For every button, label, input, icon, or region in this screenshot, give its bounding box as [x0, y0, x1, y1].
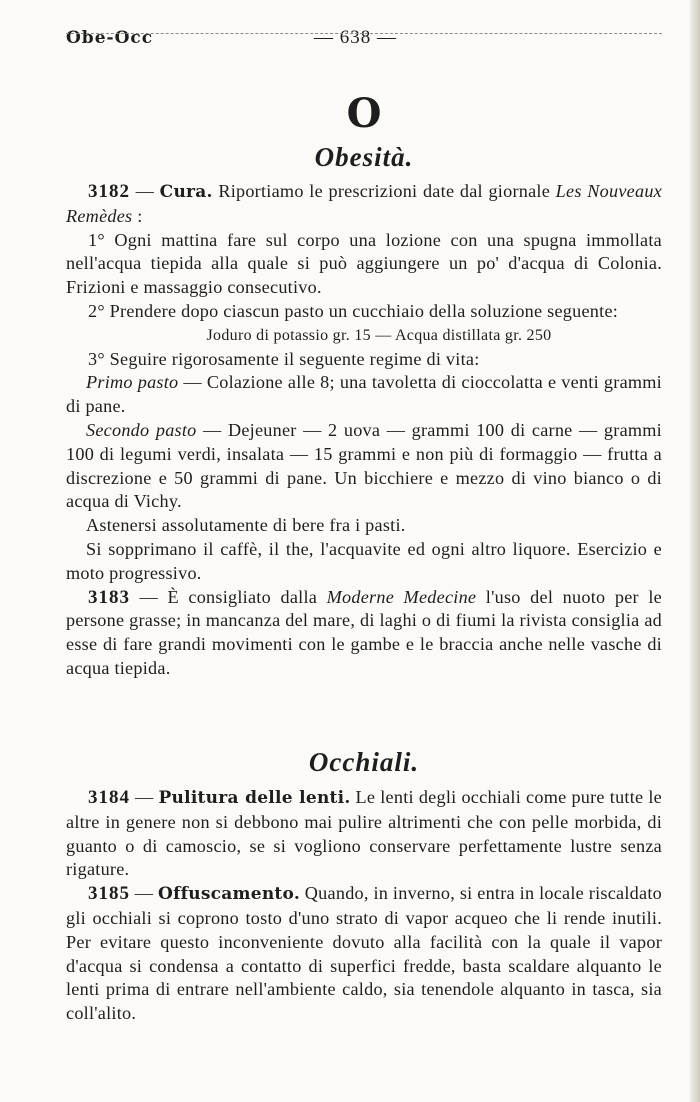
entry-intro: Riportiamo le prescrizioni date dal giornale — [212, 181, 556, 201]
entry-3184-3185 — [66, 786, 662, 1026]
entry-3185-text: Quando, in inverno, si entra in locale riscaldato gli occhiali si coprono tosto d'uno strato di vapor acqueo che li rende inutili. Per evitare questo inconveniente dovuto alla facilità con la quale il vapor d'acqua si condensa a contatto di superfici fredde, basta scaldare alquanto le lenti prima di entrare nell'ambiente caldo, sia tenendole alquanto in tasca, sia coll'alito. — [66, 883, 662, 1024]
entry-number: 3183 — [88, 586, 130, 608]
entry-subtitle: Pulitura delle lenti. — [158, 788, 351, 808]
entry-subtitle: Cura. — [159, 182, 213, 202]
entry-intro-end: : — [132, 205, 143, 226]
section-title-obesita: Obesità. — [314, 142, 414, 172]
secondo-pasto-label: Secondo pasto — [86, 419, 197, 440]
entry-number: 3185 — [88, 883, 130, 905]
prescription-item-1: 1° Ogni mattina fare sul corpo una lozione con una spugna immollata nell'acqua tiepida alla quale si può aggiungere un po' d'acqua di Colonia. Frizioni e massaggio consecutivo. — [66, 229, 662, 298]
astenersi-line: Astenersi assolutamente di bere fra i pasti. — [86, 515, 406, 536]
journal-title: Moderne Medecine — [326, 586, 477, 607]
entry-dash: — — [130, 883, 159, 904]
entry-3183-text-a: — È consigliato dalla — [130, 586, 327, 607]
primo-pasto-text: — Colazione alle 8; una tavoletta di cioccolatta e venti grammi di pane. — [66, 372, 662, 417]
entry-dash: — — [130, 181, 160, 201]
entry-subtitle: Offuscamento. — [158, 884, 300, 905]
journal-title: Les Nouveaux Remèdes — [66, 181, 663, 226]
header-range: Obe-Occ — [66, 28, 154, 48]
running-header — [66, 24, 662, 52]
prescription-item-2: 2° Prendere dopo ciascun pasto un cucchiaio della soluzione seguente: — [88, 300, 619, 321]
section-title-occhiali: Occhiali. — [308, 747, 420, 777]
soppressione-line: Si sopprimano il caffè, il the, l'acquavite ed ogni altro liquore. Esercizio e moto progressivo. — [66, 538, 662, 583]
entry-3184-text: Le lenti degli occhiali come pure tutte le altre in genere non si debbono mai pulire altrimenti che con pelle morbida, di guanto o di camoscio, se si vogliono conservare perfettamente lustre senza rigature. — [66, 787, 662, 880]
entry-number: 3182 — [88, 181, 130, 202]
primo-pasto-label: Primo pasto — [86, 372, 179, 393]
entry-3183-text-b: l'uso del nuoto per le persone grasse; in mancanza del mare, di laghi o di fiumi la rivista consiglia ad esse di fare grandi movimenti con le gambe e le braccia anche nelle vasche di acqua tiepida. — [66, 586, 663, 678]
entry-dash: — — [130, 787, 159, 807]
header-rule — [66, 33, 662, 34]
section-letter: O — [346, 90, 382, 137]
secondo-pasto-text: — Dejeuner — 2 uova — grammi 100 di carne — grammi 100 di legumi verdi, insalata — 15 grammi e non più di formaggio — frutta a discrezione e 50 grammi di pane. Un bicchiere e mezzo di vino bianco o di acqua di Vichy. — [66, 419, 662, 512]
entry-3182 — [66, 180, 662, 681]
page-edge-shadow — [690, 0, 700, 1102]
formula-line: Joduro di potassio gr. 15 — Acqua distillata gr. 250 — [206, 326, 552, 344]
entry-number: 3184 — [88, 787, 130, 808]
prescription-item-3: 3° Seguire rigorosamente il seguente regime di vita: — [88, 348, 480, 369]
header-page-number: — 638 — — [314, 27, 397, 48]
